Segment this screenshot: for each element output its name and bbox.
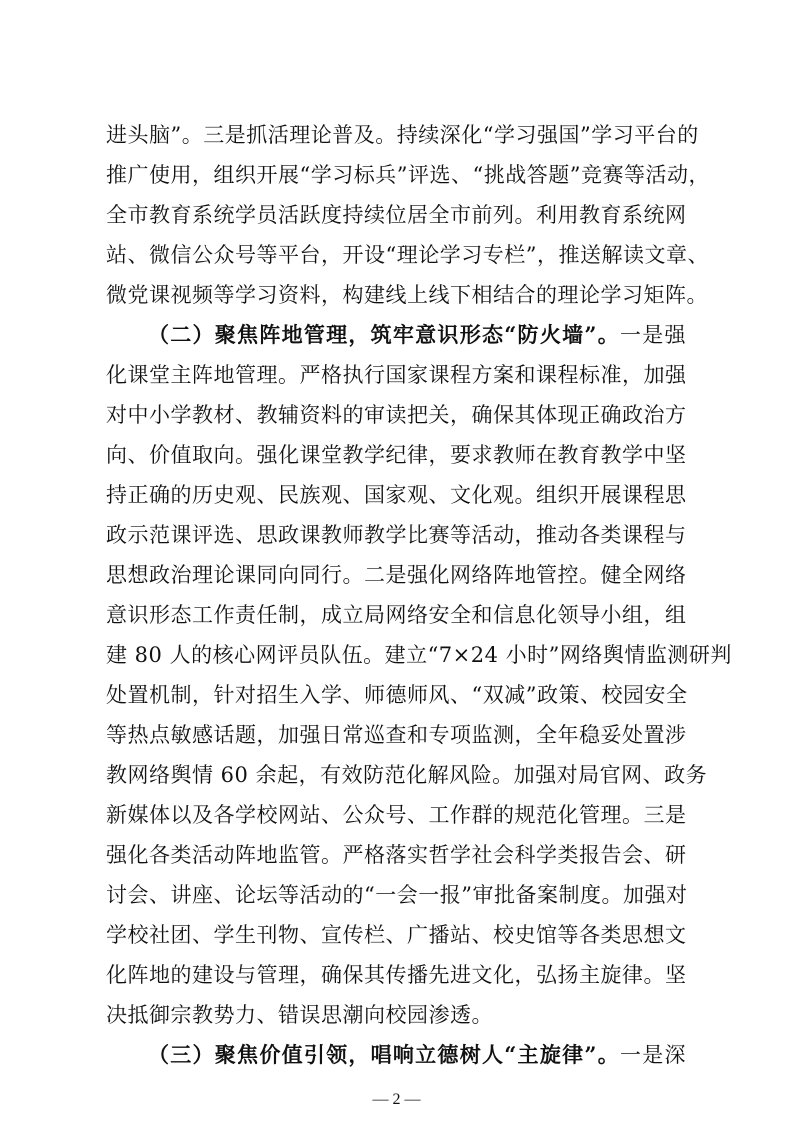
body-text-line: 持正确的历史观、民族观、国家观、文化观。组织开展课程思 (106, 483, 687, 507)
body-text-line: 全市教育系统学员活跃度持续位居全市前列。利用教育系统网 (106, 203, 687, 227)
section-heading-2: （二）聚焦阵地管理，筑牢意识形态“防火墙”。 (148, 322, 620, 347)
section-heading-3: （三）聚焦价值引领，唱响立德树人“主旋律”。 (148, 1042, 620, 1067)
body-text-line: 教网络舆情 60 余起，有效防范化解风险。加强对局官网、政务 (106, 763, 708, 787)
section-heading-continuation: 一是深 (619, 1043, 686, 1067)
body-text-line: 进头脑”。三是抓活理论普及。持续深化“学习强国”学习平台的 (106, 123, 699, 147)
body-text-line: 强化各类活动阵地监管。严格落实哲学社会科学类报告会、研 (106, 843, 687, 867)
body-text-line: 对中小学教材、教辅资料的审读把关，确保其体现正确政治方 (106, 403, 687, 427)
body-text-line: 决抵御宗教势力、错误思潮向校园渗透。 (106, 1003, 493, 1027)
body-text-line: 建 80 人的核心网评员队伍。建立“7×24 小时”网络舆情监测研判 (106, 643, 732, 667)
body-text-line: 学校社团、学生刊物、宣传栏、广播站、校史馆等各类思想文 (106, 923, 687, 947)
body-text-line: 等热点敏感话题，加强日常巡查和专项监测，全年稳妥处置涉 (106, 723, 687, 747)
page-number: — 2 — (372, 1091, 421, 1108)
body-text-line: 化课堂主阵地管理。严格执行国家课程方案和课程标准，加强 (106, 363, 687, 387)
section-heading-line-3 (148, 1036, 686, 1074)
body-text-line: 意识形态工作责任制，成立局网络安全和信息化领导小组，组 (106, 603, 687, 627)
body-text-line: 站、微信公众号等平台，开设“理论学习专栏”，推送解读文章、 (106, 243, 709, 267)
section-heading-continuation: 一是强 (619, 323, 686, 347)
body-text-line: 向、价值取向。强化课堂教学纪律，要求教师在教育教学中坚 (106, 443, 687, 467)
body-text-line: 化阵地的建设与管理，确保其传播先进文化，弘扬主旋律。坚 (106, 963, 687, 987)
body-text-line: 思想政治理论课同向同行。二是强化网络阵地管控。健全网络 (106, 563, 687, 587)
body-text-line: 推广使用，组织开展“学习标兵”评选、“挑战答题”竞赛等活动， (106, 163, 710, 187)
section-heading-line-2 (148, 316, 686, 354)
body-text-line: 政示范课评选、思政课教师教学比赛等活动，推动各类课程与 (106, 523, 687, 547)
body-text-line: 处置机制，针对招生入学、师德师风、“双减”政策、校园安全 (106, 683, 688, 707)
body-text-line: 微党课视频等学习资料，构建线上线下相结合的理论学习矩阵。 (106, 283, 708, 307)
body-text-line: 讨会、讲座、论坛等活动的“一会一报”审批备案制度。加强对 (106, 883, 688, 907)
body-text-line: 新媒体以及各学校网站、公众号、工作群的规范化管理。三是 (106, 803, 687, 827)
